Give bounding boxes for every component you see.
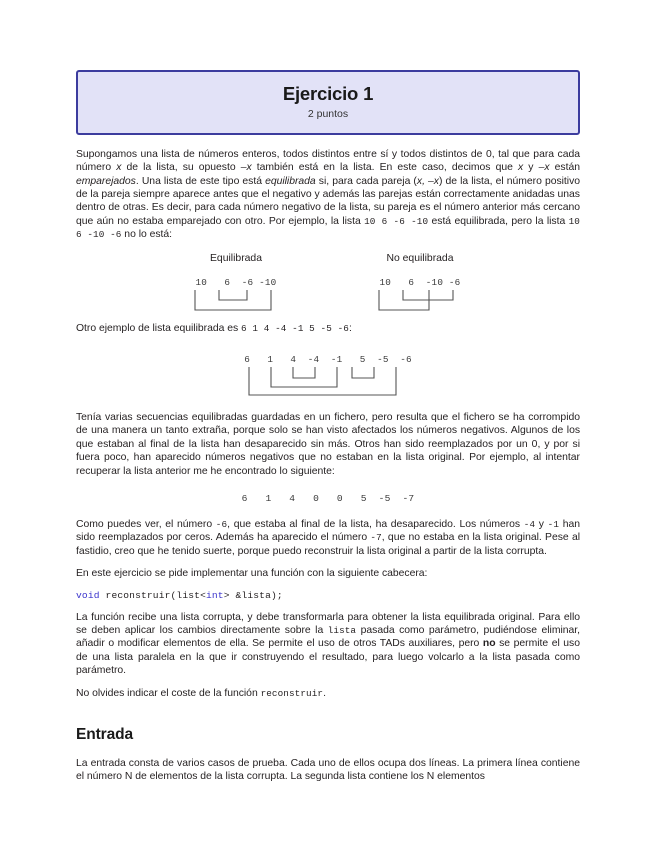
code-signature-end: > &lista); [223, 589, 283, 601]
p1-emphasis-emparejados: emparejados [76, 175, 136, 187]
p1-var-x1: x [116, 162, 122, 174]
p7-text-a: No olvides indicar el coste de la función [76, 687, 261, 699]
paragraph-explanation [76, 518, 580, 558]
balanced-bracket-graphic [190, 289, 282, 315]
diagram-balanced-body [190, 277, 282, 315]
paragraph-task-intro: En este ejercicio se pide implementar una función con la siguiente cabecera: [76, 568, 428, 580]
p1-code-unbalanced: 10 6 -10 -6 [76, 215, 580, 241]
paragraph-requirements [76, 611, 580, 678]
p1-text-c: también está en la lista. En este caso, decimos que [251, 162, 518, 174]
p1-code-balanced: 10 6 -6 -10 [364, 215, 429, 227]
example2-diagram-row [76, 349, 580, 400]
p4-text-b: , que estaba al final de la lista, ha desaparecido. Los números [227, 519, 524, 530]
code-keyword-void: void [76, 589, 100, 601]
diagram-example2-body [244, 354, 412, 400]
example2-bracket-graphic [244, 366, 402, 400]
p1-var-x4: –x [538, 162, 550, 174]
p6-bold-no: no [482, 638, 496, 650]
p1-text-a: Supongamos una lista de números enteros, todos distintos entre sí y todos distintos de 0, tal que para cada número [76, 148, 580, 174]
corrupt-sequence-block [76, 488, 580, 506]
points-label: 2 puntos [307, 108, 349, 121]
p7-code-reconstruir: reconstruir [260, 687, 324, 699]
document-content [76, 70, 580, 793]
paragraph-cost-reminder [76, 687, 580, 700]
p2-text-b: : [348, 322, 352, 334]
p1-text-e: están [549, 162, 580, 174]
code-keyword-int: int [205, 589, 224, 601]
p1-text-f: . Una lista de este tipo está [135, 175, 266, 187]
corrupt-sequence-red-value: -7 [402, 493, 415, 504]
diagram-balanced [190, 253, 282, 315]
p6-text-a: La función recibe una lista corrupta, y debe transformarla para obtener la lista equilibrada original. Para ello se deben aplicar los cambios directamente sobre la [76, 611, 580, 637]
p4-code-1: -6 [215, 519, 228, 530]
p6-code-lista: lista [327, 625, 357, 637]
diagram-balanced-caption: Equilibrada [210, 252, 262, 264]
p1-var-x5: x, –x [416, 175, 439, 187]
p4-code-3: -1 [547, 519, 560, 530]
p1-text-b: de la lista, su opuesto [121, 162, 241, 174]
paragraph-corruption: Tenía varias secuencias equilibradas guardadas en un fichero, pero resulta que el fichero se ha corrompido de una manera un tanto extraña, porque solo se han visto afectados los números negativos. Algunos de los que estaban al final de la lista han desaparecido sin más. Otros han sido reemplazados por un 0, y por si fuera poco, han aparecido números negativos que no estaban en la lista original. Por ejemplo, al intentar recuperar la lista anterior me he encontrado lo siguiente: [76, 411, 580, 477]
p2-text-a: Otro ejemplo de lista equilibrada es [76, 322, 242, 334]
p1-text-h: ) de la lista, el número positivo de la pareja siempre aparece antes que el negativo y además las parejas están correctamente anidadas unas dentro de otras. Es decir, para cada número negativo de la lista, su pareja es el número anterior más cercano que aún no estaba emparejado con otro. Por ejemplo, la lista [76, 175, 581, 227]
function-signature [76, 590, 580, 601]
corrupt-sequence-prefix: 6 1 4 0 0 5 -5 [241, 493, 403, 504]
paragraph-input-description: La entrada consta de varios casos de prueba. Cada uno de ellos ocupa dos líneas. La primera línea contiene el número N de elementos de la lista corrupta. La segunda lista contiene los N elementos [76, 758, 580, 783]
diagram-balanced-sequence: 10 6 -6 -10 [195, 276, 277, 288]
p7-text-b: . [323, 687, 326, 699]
code-signature-mid: reconstruir(list< [99, 589, 206, 601]
diagram-unbalanced [374, 253, 466, 315]
p1-text-d: y [523, 162, 539, 174]
p1-text-i: está equilibrada, pero la lista [428, 215, 569, 227]
p4-text-c: y [535, 519, 548, 530]
p1-text-j: no lo está: [121, 229, 173, 241]
p1-text-g: si, para cada pareja ( [315, 175, 417, 187]
p1-var-x3: x [518, 162, 524, 174]
diagram-unbalanced-caption: No equilibrada [386, 252, 454, 264]
p2-code-sequence: 6 1 4 -4 -1 5 -5 -6 [241, 322, 349, 334]
p4-code-4: -7 [370, 532, 382, 544]
p4-text-d: han sido reemplazados por ceros. Además ha aparecido el número [76, 519, 580, 544]
p1-var-x2: –x [240, 162, 252, 174]
diagram-example2 [244, 349, 412, 400]
nesting-diagrams [76, 253, 580, 315]
paragraph-definition [76, 148, 580, 242]
page-title: Ejercicio 1 [282, 83, 374, 104]
p4-code-2: -4 [523, 519, 536, 530]
diagram-example2-sequence: 6 1 4 -4 -1 5 -5 -6 [244, 353, 412, 365]
p4-text-a: Como puedes ver, el número [76, 519, 216, 530]
section-heading-entrada: Entrada [76, 726, 134, 744]
unbalanced-bracket-graphic [374, 289, 466, 315]
diagram-unbalanced-body [374, 277, 466, 315]
p1-emphasis-equilibrada: equilibrada [265, 175, 316, 187]
p6-text-b: pasada como parámetro, pudiéndose eliminar, añadir o modificar elementos de ella. Se permite el uso de otros TADs auxiliares, pero [76, 625, 580, 650]
diagram-unbalanced-sequence: 10 6 -10 -6 [379, 276, 461, 288]
paragraph-example2 [76, 322, 580, 335]
exercise-title-banner [76, 70, 580, 135]
p4-text-e: , que no estaba en la lista original. Pese al fastidio, creo que he tenido suerte, porque puedo reconstruir la lista original a partir de la lista corrupta. [76, 532, 581, 557]
p6-text-c: se permite el uso de una lista paralela en la que ir construyendo el resultado, para luego volcarlo a la lista pasada como parámetro. [76, 638, 580, 677]
